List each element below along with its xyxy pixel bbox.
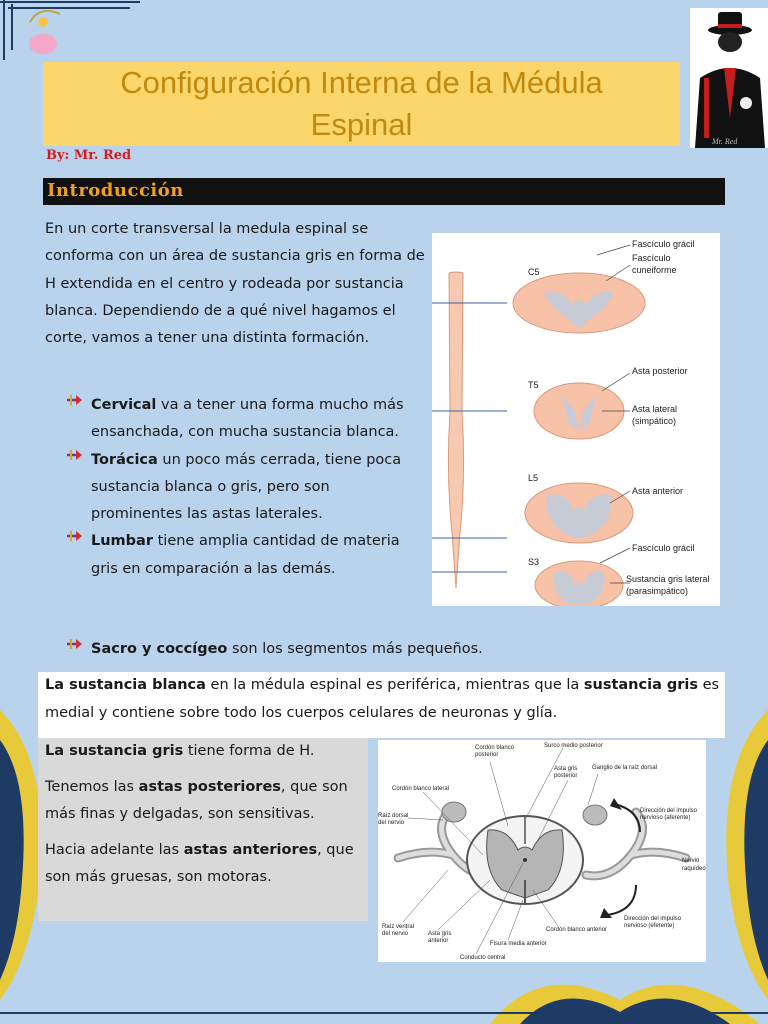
bullet-term: Torácica (91, 451, 158, 468)
level-label-t5: T5 (528, 380, 539, 390)
intro-paragraph: En un corte transversal la medula espinal se conforma con un área de sustancia gris en forma de H extendida en el centro y rodeada por sustancia blanca. Dependiendo de a qué nivel hagamos el corte, vamos a tener una distinta formación. (45, 221, 425, 347)
raiz-dorsal-label: Raíz dorsal (378, 813, 409, 819)
bullet-term: Lumbar (91, 533, 153, 550)
bullet-arrow-icon (66, 393, 84, 407)
paragraph (45, 774, 368, 828)
paragraph-text: tiene forma de H. (183, 743, 315, 759)
bullet-term: Cervical (91, 397, 157, 413)
paragraph-text: , que son más finas y delgadas, son sensitivas. (45, 779, 348, 822)
asta-lateral-label: (simpático) (632, 416, 677, 426)
list-item (66, 447, 411, 529)
bottom-ornament (480, 960, 768, 1024)
bullet-text: tiene amplia cantidad de materia gris en comparación a las demás. (91, 533, 400, 577)
section-heading: Introducción (47, 180, 184, 201)
asta-posterior-label: Asta posterior (632, 366, 688, 376)
asta-gris-anterior-label: Asta gris (428, 931, 452, 937)
direccion-eferente-label: nervioso (eferente) (624, 923, 675, 929)
summary-text: es medial y contiene sobre todo los cuerpos celulares de neuronas y glía. (45, 677, 720, 721)
mr-red-illustration (690, 8, 768, 148)
surco-medio-posterior-label: Surco medio posterior (544, 743, 603, 749)
gray-matter-description (38, 738, 368, 921)
fasciculo-gracil-label: Fascículo grácil (632, 239, 695, 249)
nervio-raquideo-label: Nervio (682, 858, 700, 864)
fasciculo-cuneiforme-label: cuneiforme (632, 265, 677, 275)
raiz-ventral-label: Raíz ventral (382, 924, 415, 930)
spinal-cord-cross-section-figure (378, 740, 706, 962)
fasciculo-gracil-label: Fascículo grácil (632, 543, 695, 553)
direccion-eferente-label: Dirección del impulso (624, 916, 682, 922)
raiz-ventral-label: del nervio (382, 931, 409, 937)
paragraph (45, 837, 368, 891)
bullet-arrow-icon (66, 529, 84, 543)
cordon-blanco-anterior-label: Cordón blanco anterior (546, 927, 608, 933)
spinal-cord-levels-figure (432, 233, 720, 606)
cordon-blanco-lateral-label: Cordón blanco lateral (392, 786, 450, 792)
bold-term: astas anteriores (183, 842, 318, 858)
bold-term: astas posteriores (138, 779, 281, 795)
signature-text: Mr. Red (712, 137, 738, 146)
sustancia-gris-lateral-label: (parasimpático) (626, 586, 689, 596)
s3-section (535, 561, 623, 606)
paragraph-text: , que son más gruesas, son motoras. (45, 842, 354, 885)
bullet-arrow-icon (66, 448, 84, 462)
bullet-text: son los segmentos más pequeños. (227, 641, 483, 657)
conducto-central-label: Conducto central (460, 955, 506, 961)
list-item (66, 636, 741, 663)
asta-gris-posterior-label: Asta gris (554, 766, 578, 772)
level-label-l5: L5 (528, 473, 539, 483)
c5-section (513, 273, 645, 333)
bold-term: La sustancia blanca (45, 677, 206, 693)
l5-section (525, 483, 633, 543)
sustancia-gris-lateral-label: Sustancia gris lateral (626, 574, 710, 584)
bottom-frame-line (0, 1012, 768, 1014)
fasciculo-cuneiforme-label: Fascículo (632, 253, 671, 263)
list-item (66, 392, 411, 447)
page-title: Configuración Interna de la Médula Espinal (120, 65, 603, 142)
raiz-dorsal-label: del nervio (378, 820, 405, 826)
level-label-c5: C5 (528, 267, 540, 277)
asta-gris-posterior-label: posterior (554, 773, 578, 779)
segment-list (66, 392, 411, 583)
ganglio-label: Ganglio de la raíz dorsal (592, 765, 658, 771)
cordon-blanco-posterior-label: posterior (475, 752, 499, 758)
level-label-s3: S3 (528, 557, 540, 567)
asta-anterior-label: Asta anterior (632, 486, 684, 496)
paragraph-text: Hacia adelante las (45, 842, 184, 858)
corner-ornament (0, 0, 150, 70)
asta-gris-anterior-label: anterior (428, 938, 449, 944)
title-banner (43, 62, 680, 146)
bullet-text: un poco más cerrada, tiene poca sustancia blanca o gris, pero son prominentes las astas laterales. (91, 451, 402, 523)
summary-text: en la médula espinal es periférica, mientras que la (205, 677, 584, 693)
bullet-arrow-icon (66, 637, 84, 651)
direccion-aferente-label: nervioso (aferente) (640, 815, 691, 821)
author-label: By: Mr. Red (46, 148, 132, 163)
paragraph-text: Tenemos las (45, 779, 139, 795)
list-item (66, 528, 411, 583)
cordon-blanco-posterior-label: Cordón blanco (475, 745, 515, 751)
bold-term: sustancia gris (583, 677, 699, 693)
asta-lateral-label: Asta lateral (632, 404, 678, 414)
bullet-term: Sacro y coccígeo (91, 641, 228, 657)
fisura-label: Fisura media anterior (490, 941, 547, 947)
nervio-raquideo-label: raquídeo (682, 866, 706, 872)
paragraph (45, 738, 368, 765)
bullet-text: va a tener una forma mucho más ensanchada, con mucha sustancia blanca. (91, 397, 404, 441)
bold-term: La sustancia gris (45, 743, 184, 759)
white-matter-summary (38, 672, 725, 738)
direccion-aferente-label: Dirección del impulso (640, 808, 698, 814)
